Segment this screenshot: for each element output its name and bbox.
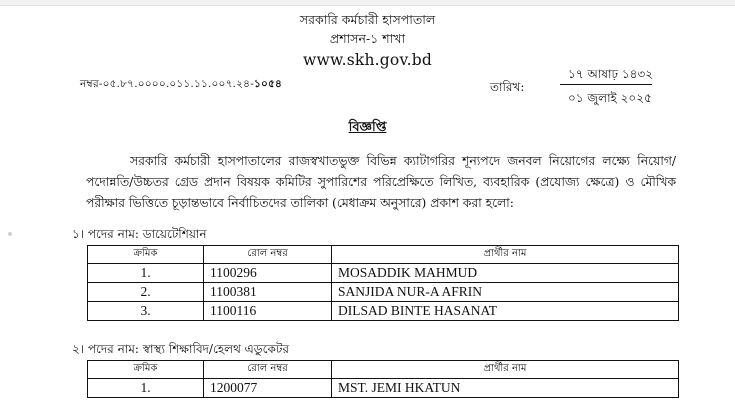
candidate-table-health-educator — [87, 360, 679, 398]
website-link[interactable]: www.skh.gov.bd — [303, 51, 432, 69]
name-cell: DILSAD BINTE HASANAT — [332, 302, 679, 321]
date-divider — [560, 84, 652, 85]
col-header-roll: রোল নম্বর — [204, 361, 332, 379]
memo-number-bold: ১০৫৪ — [253, 78, 283, 90]
table-row — [88, 283, 679, 302]
candidate-table-dietitian — [87, 245, 679, 321]
date-label: তারিখ: — [490, 80, 525, 94]
serial-cell: 1. — [88, 379, 204, 398]
section-title-dietitian: ১। পদের নাম: ডায়েটেশিয়ান — [72, 227, 207, 241]
roll-cell: 1100381 — [204, 283, 332, 302]
date-bangla: ১৭ আষাঢ় ১৪৩২ — [568, 67, 654, 81]
table-row — [88, 264, 679, 283]
roll-cell: 1100116 — [204, 302, 332, 321]
notice-paragraph: সরকারি কর্মচারী হাসপাতালের রাজস্বখাতভুক্ত বিভিন্ন ক্যাটাগরির শূন্যপদে জনবল নিয়োগের লক্ষ্যে নিয়োগ/পদোন্নতি/উচ্চতর গ্রেড প্রদান বিষয়ক কমিটির সুপারিশের পরিপ্রেক্ষিতে লিখিত, ব্যবহারিক (প্রযোজ্য ক্ষেত্রে) ও মৌখিক পরীক্ষার ভিত্তিতে চূড়ান্তভাবে নির্বাচিতদের তালিকা (মেধাক্রম অনুসারে) প্রকাশ করা হলো: — [86, 154, 676, 210]
name-cell: SANJIDA NUR-A AFRIN — [332, 283, 679, 302]
memo-number-prefix: ০৫.৮৭.০০০০.০১১.১১.০০৭.২৪- — [102, 78, 254, 90]
scan-top-edge — [0, 0, 735, 6]
branch-name: প্রশাসন-১ শাখা — [329, 31, 406, 46]
notice-title-text: বিজ্ঞপ্তি — [348, 120, 387, 135]
col-header-serial: ক্রমিক — [88, 361, 204, 379]
table-header-row — [88, 246, 679, 264]
serial-cell: 1. — [88, 264, 204, 283]
table-header-row — [88, 361, 679, 379]
roll-cell: 1100296 — [204, 264, 332, 283]
scan-mark — [8, 232, 12, 236]
memo-label: নম্বর- — [80, 78, 103, 90]
col-header-name: প্রার্থীর নাম — [332, 246, 679, 264]
name-cell: MOSADDIK MAHMUD — [332, 264, 679, 283]
roll-cell: 1200077 — [204, 379, 332, 398]
memo-number — [80, 77, 282, 94]
org-name: সরকারি কর্মচারী হাসপাতাল — [299, 12, 436, 27]
name-cell: MST. JEMI HKATUN — [332, 379, 679, 398]
date-gregorian: ০১ জুলাই ২০২৫ — [568, 91, 652, 105]
col-header-serial: ক্রমিক — [88, 246, 204, 264]
col-header-roll: রোল নম্বর — [204, 246, 332, 264]
table-row — [88, 379, 679, 398]
section-title-health-educator: ২। পদের নাম: স্বাস্থ্য শিক্ষাবিদ/হেলথ এডুকেটর — [72, 342, 289, 356]
table-row — [88, 302, 679, 321]
serial-cell: 2. — [88, 283, 204, 302]
col-header-name: প্রার্থীর নাম — [332, 361, 679, 379]
serial-cell: 3. — [88, 302, 204, 321]
notice-title — [0, 118, 735, 139]
